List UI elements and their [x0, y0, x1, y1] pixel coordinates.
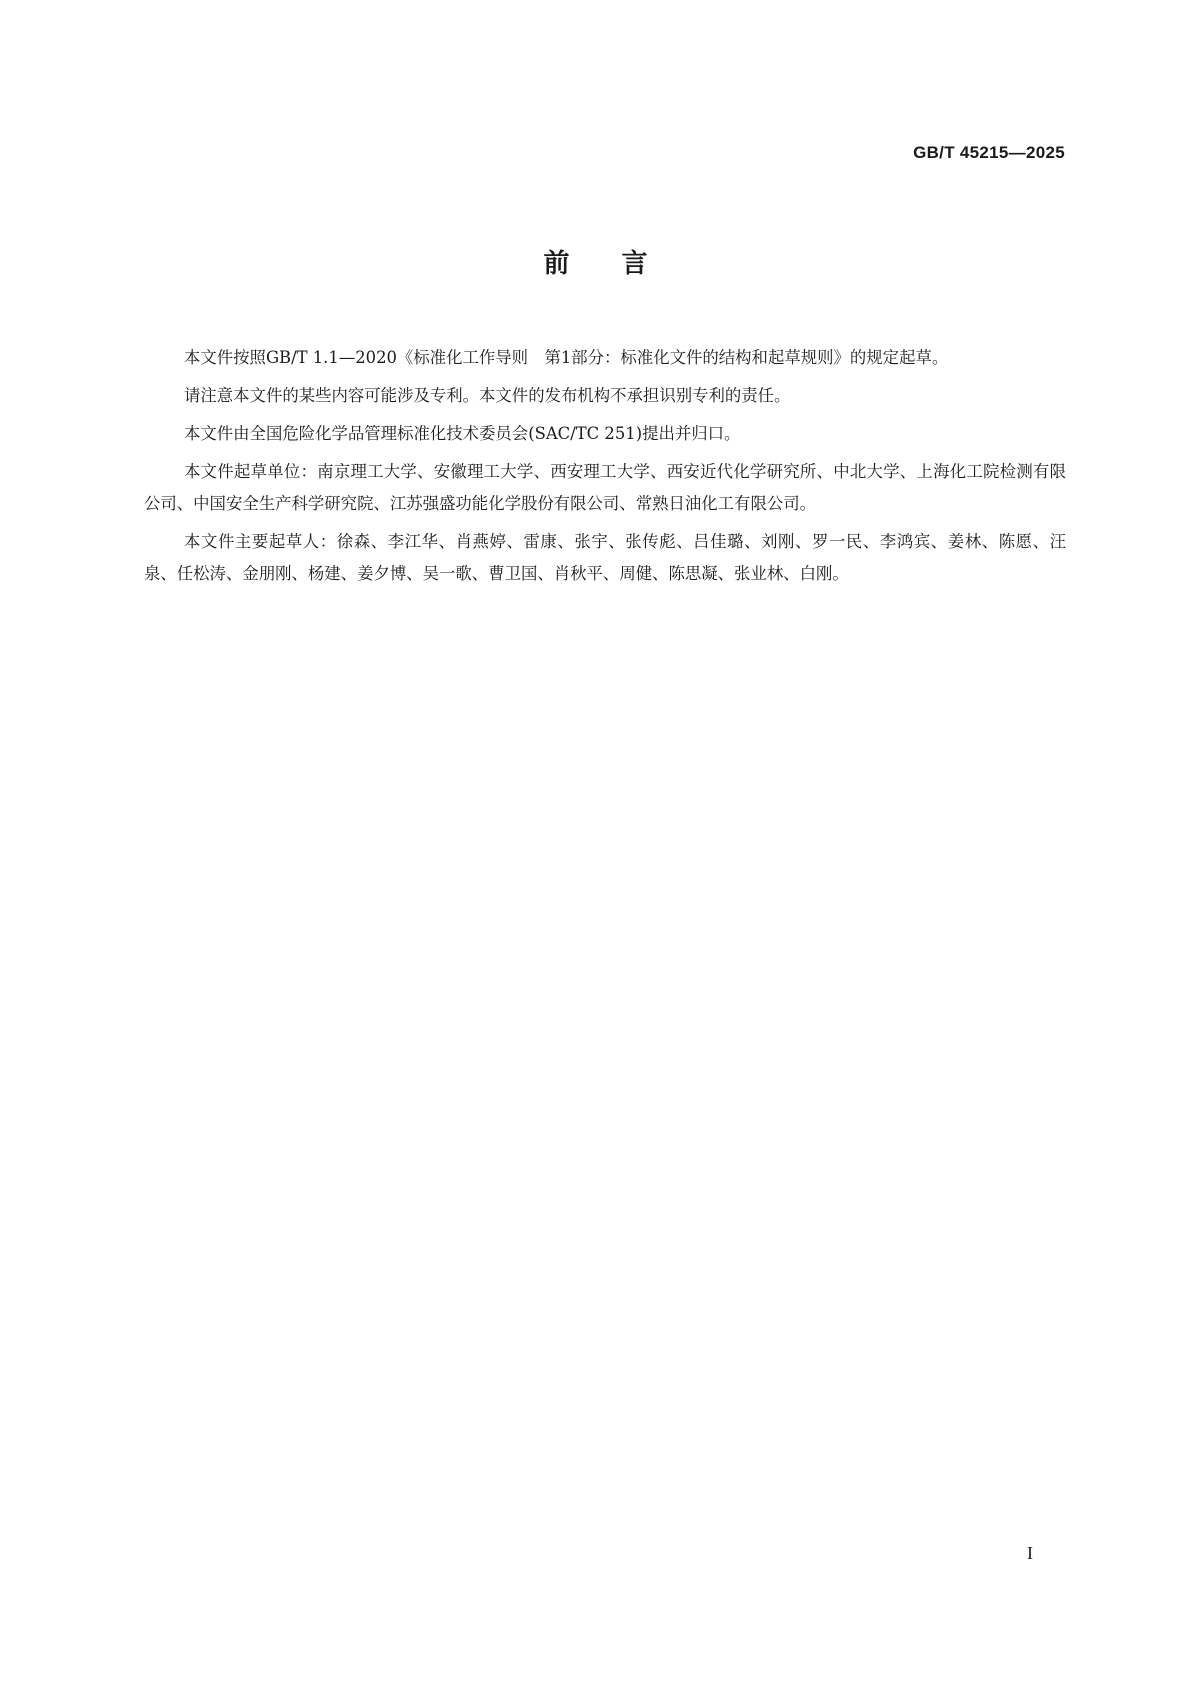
paragraph-drafters: 本文件主要起草人：徐森、李江华、肖燕婷、雷康、张宇、张传彪、吕佳璐、刘刚、罗一民、李鸿宾、姜林、陈愿、汪泉、任松涛、金朋刚、杨建、姜夕博、吴一歌、曹卫国、肖秋平、周健、陈思凝、张业林、白刚。	[144, 532, 1066, 583]
page-number: I	[1027, 1543, 1033, 1563]
foreword-body	[144, 342, 1066, 596]
standard-code: GB/T 45215—2025	[913, 143, 1065, 162]
paragraph-proposer: 本文件由全国危险化学品管理标准化技术委员会(SAC/TC 251)提出并归口。	[184, 424, 741, 443]
page-title: 前言	[543, 249, 700, 279]
paragraph-drafting-units: 本文件起草单位：南京理工大学、安徽理工大学、西安理工大学、西安近代化学研究所、中北大学、上海化工院检测有限公司、中国安全生产科学研究院、江苏强盛功能化学股份有限公司、常熟日油化工有限公司。	[144, 462, 1066, 513]
paragraph-patent-notice: 请注意本文件的某些内容可能涉及专利。本文件的发布机构不承担识别专利的责任。	[184, 386, 791, 405]
paragraph-drafting-rules: 本文件按照GB/T 1.1—2020《标准化工作导则 第1部分：标准化文件的结构和起草规则》的规定起草。	[184, 348, 949, 367]
